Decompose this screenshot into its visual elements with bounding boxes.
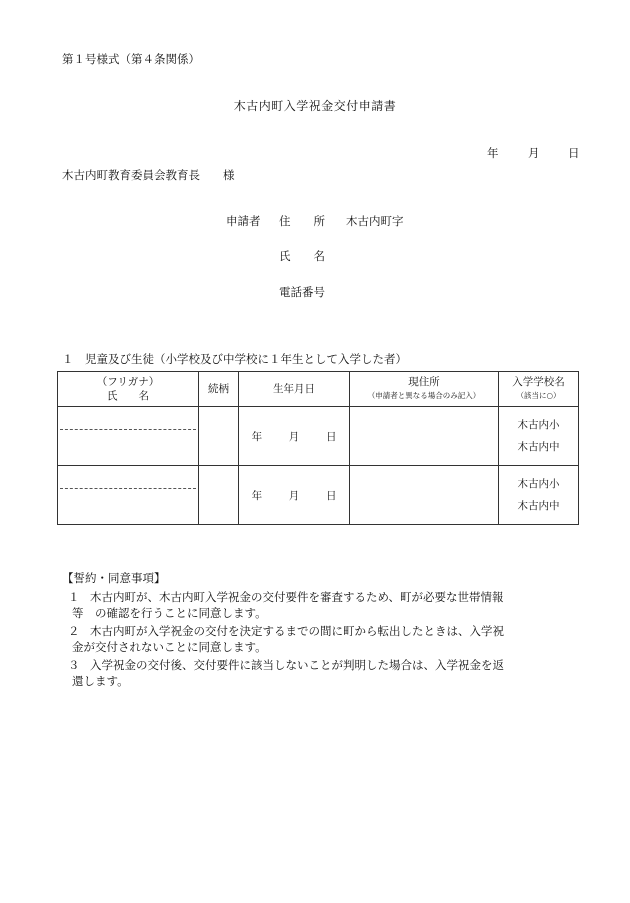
table-header-row xyxy=(58,372,579,407)
relation-cell[interactable] xyxy=(199,407,239,466)
name-cell[interactable] xyxy=(58,407,199,466)
pledge-text-line1: 入学祝金の交付後、交付要件に該当しないことが判明した場合は、入学祝金を返 xyxy=(90,658,504,672)
kana-divider xyxy=(60,488,196,489)
pledge-heading: 【誓約・同意事項】 xyxy=(62,571,166,585)
year-label: 年 xyxy=(251,430,263,443)
document-title: 木古内町入学祝金交付申請書 xyxy=(233,99,397,113)
header-birthdate: 生年月日 xyxy=(239,372,350,407)
applicant-label: 申請者 xyxy=(226,214,261,228)
addressee: 木古内町教育委員会教育長 様 xyxy=(62,168,235,182)
year-label: 年 xyxy=(251,489,263,502)
address-value: 木古内町字 xyxy=(346,214,404,228)
name-cell[interactable] xyxy=(58,466,199,525)
pledge-number: １ xyxy=(68,590,80,604)
table-row xyxy=(58,466,579,525)
pledge-item xyxy=(62,623,582,655)
header-school-note: （該当に○） xyxy=(516,391,561,400)
header-kana: （フリガナ） xyxy=(96,376,160,388)
address-cell[interactable] xyxy=(350,407,499,466)
school-option-elementary[interactable]: 木古内小 xyxy=(517,419,560,431)
form-number: 第１号様式（第４条関係） xyxy=(62,52,200,66)
pledge-item xyxy=(62,657,582,689)
header-name-label: 氏 名 xyxy=(107,390,149,402)
pledge-text-line1: 木古内町が入学祝金の交付を決定するまでの間に町から転出したときは、入学祝 xyxy=(90,624,504,638)
header-relation: 続柄 xyxy=(199,372,239,407)
school-option-junior[interactable]: 木古内中 xyxy=(517,500,560,512)
date-year-label: 年 xyxy=(487,146,499,160)
address-label: 住 所 xyxy=(279,214,325,228)
children-table xyxy=(57,371,579,525)
header-name xyxy=(58,372,199,407)
header-school xyxy=(499,372,579,407)
relation-cell[interactable] xyxy=(199,466,239,525)
pledge-number: ３ xyxy=(68,658,80,672)
school-option-junior[interactable]: 木古内中 xyxy=(517,441,560,453)
school-cell[interactable] xyxy=(499,466,579,525)
table-row xyxy=(58,407,579,466)
pledge-text-line2: 金が交付されないことに同意します。 xyxy=(72,640,267,654)
pledge-item xyxy=(62,589,582,621)
pledge-text-line1: 木古内町が、木古内町入学祝金の交付要件を審査するため、町が必要な世帯情報 xyxy=(90,590,504,604)
header-address xyxy=(350,372,499,407)
day-label: 日 xyxy=(325,430,337,443)
birthdate-cell[interactable] xyxy=(239,407,350,466)
header-address-label: 現住所 xyxy=(408,376,440,388)
pledge-text-line2: 等 の確認を行うことに同意します。 xyxy=(72,606,267,620)
month-label: 月 xyxy=(288,489,300,502)
header-school-label: 入学学校名 xyxy=(512,376,565,388)
section1-heading: １ 児童及び生徒（小学校及び中学校に１年生として入学した者） xyxy=(62,352,407,366)
month-label: 月 xyxy=(288,430,300,443)
header-address-note: （申請者と異なる場合のみ記入） xyxy=(367,391,481,400)
date-day-label: 日 xyxy=(568,146,580,160)
date-month-label: 月 xyxy=(528,146,540,160)
phone-label: 電話番号 xyxy=(279,285,325,299)
school-option-elementary[interactable]: 木古内小 xyxy=(517,478,560,490)
pledge-number: ２ xyxy=(68,624,80,638)
birthdate-cell[interactable] xyxy=(239,466,350,525)
address-cell[interactable] xyxy=(350,466,499,525)
pledge-text-line2: 還します。 xyxy=(72,674,129,688)
kana-divider xyxy=(60,429,196,430)
day-label: 日 xyxy=(325,489,337,502)
name-label: 氏 名 xyxy=(279,249,325,263)
school-cell[interactable] xyxy=(499,407,579,466)
